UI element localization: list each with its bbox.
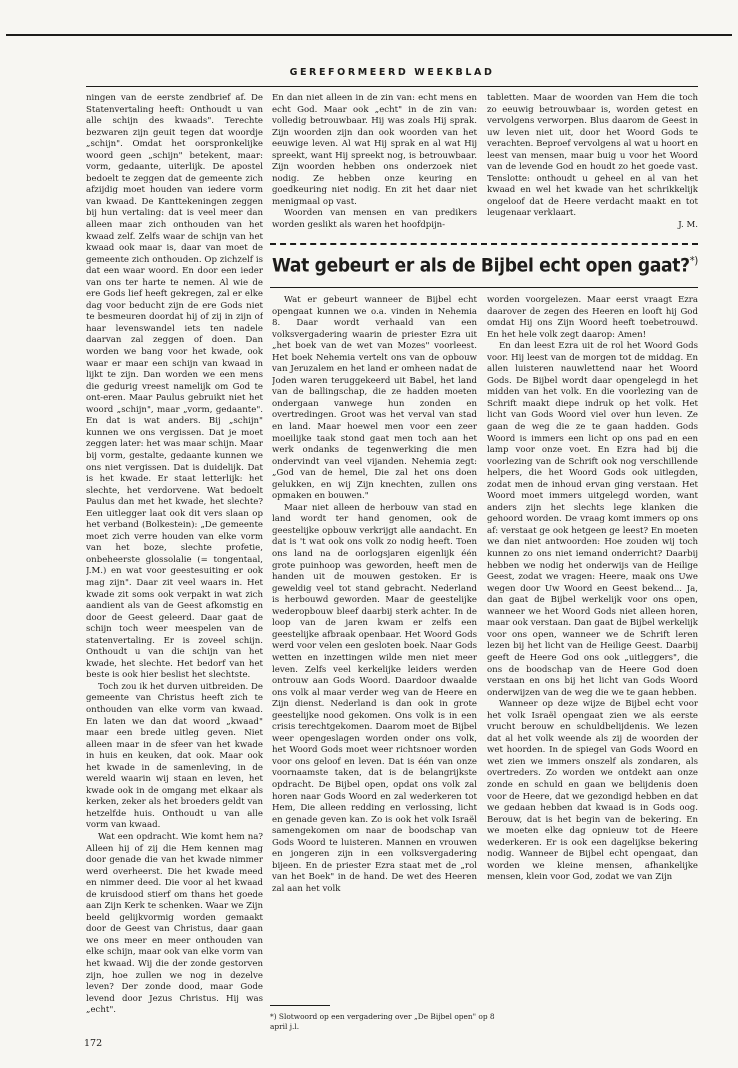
footnote: *) Slotwoord op een vergadering over „De Bijbel open" op 8 april j.l. xyxy=(270,1012,495,1031)
column-right-body xyxy=(487,295,698,1035)
paragraph: Woorden van mensen en van predikers worden geslikt als waren het hoofdpijn- xyxy=(272,208,477,231)
paragraph: Wanneer op deze wijze de Bijbel echt voor het volk Israël opengaat zien we als eerste vrucht berouw en schuldbelijdenis. We lezen dat al het volk weende als zij de woorden der wet hoorden. In de spiegel van Gods Woord en wet zien we immers onszelf als zondaren, als overtreders. Zo worden we ontdekt aan onze zonde en schuld en gaan we belijdenis doen voor de Heere, dat we gezondigd hebben en dat we gedaan hebben dat kwaad is in Gods oog. Berouw, dat is het begin van de bekering. En we moeten elke dag opnieuw tot de Heere wederkeren. Er is ook een dagelijkse bekering nodig. Wanneer de Bijbel echt opengaat, dan worden we kleine mensen, afhankelijke mensen, klein voor God, zodat we van Zijn xyxy=(487,699,698,883)
headline-rule xyxy=(270,287,698,288)
paragraph: Maar niet alleen de herbouw van stad en land wordt ter hand genomen, ook de geestelijke opbouw verkrijgt alle aandacht. En dat is 't wat ook ons volk zo nodig heeft. Toen ons land na de oorlogsjaren eigenlijk één grote puinhoop was geworden, heeft men de handen uit de mouwen gestoken. Er is geweldig veel tot stand gebracht. Nederland is herbouwd geworden. Maar de geestelijke wederopbouw bleef daarbij sterk achter. In de loop van de jaren kwam er zelfs een geestelijke afbraak openbaar. Het Woord Gods werd voor velen een gesloten boek. Naar Gods wetten en inzettingen wilde men niet meer leven. Zelfs veel kerkelijke leiders werden ontrouw aan Gods Woord. Daardoor dwaalde ons volk al maar verder weg van de Heere en Zijn dienst. Nederland is dan ook in grote geestelijke nood gekomen. Ons volk is in een crisis terechtgekomen. Daarom moet de Bijbel weer opengeslagen worden onder ons volk, het Woord Gods moet weer richtsnoer worden voor ons geloof en leven. Dat is één van onze voornaamste taken, dat is de belangrijkste opdracht. De Bijbel open, opdat ons volk zal horen naar Gods Woord en zal wederkeren tot Hem, Die alleen redding en verlossing, licht en genade geven kan. Zo is ook het volk Israël samengekomen om naar de boodschap van Gods Woord te luisteren. Mannen en vrouwen en jongeren zijn in een volksvergadering bijeen. En de priester Ezra staat met de „rol van het Boek" in de hand. De wet des Heeren zal aan het volk xyxy=(272,502,477,894)
footnote-rule xyxy=(270,1005,330,1006)
page-number: 172 xyxy=(84,1038,103,1049)
paragraph: worden voorgelezen. Maar eerst vraagt Ezra daarover de zegen des Heeren en looft hij God omdat Hij ons Zijn Woord heeft toebetrouwd. En het hele volk zegt daarop: Amen! xyxy=(487,295,698,340)
paragraph: En dan niet alleen in de zin van: echt mens en echt God. Maar ook „echt" in de zin van: volledig betrouwbaar. Hij was zoals Hij sprak. Zijn woorden zijn dan ook woorden van het eeuwige leven. Al wat Hij sprak en al wat Hij spreekt, want Hij spreekt nog, is betrouwbaar. Zijn woorden hebben ons onderzoek niet nodig. Ze hebben onze keuring en goedkeuring niet nodig. En zit het daar niet menigmaal op vast. xyxy=(272,93,477,207)
column-middle-top xyxy=(272,93,477,243)
article-headline xyxy=(272,254,702,276)
paragraph: En dan leest Ezra uit de rol het Woord Gods voor. Hij leest van de morgen tot de middag. En allen luisteren nauwlettend naar het Woord Gods. De Bijbel wordt daar opengelegd in het midden van het volk. En die voorlezing van de Schrift maakt diepe indruk op het volk. Het licht van Gods Woord viel over hun leven. Ze gaan de weg die ze te gaan hadden. Gods Woord is immers een licht op ons pad en een lamp voor onze voet. En Ezra had bij die voorlezing van de Schrift ook nog verschillende helpers, die het Woord Gods ook uitlegden, zodat men de inhoud ervan ging verstaan. Het Woord moet immers uitgelegd worden, want anders zijn het slechts lege klanken die gehoord worden. De vraag komt immers op ons af: verstaat ge ook hetgeen ge leest? En moeten we dan niet antwoorden: Hoe zouden wij toch kunnen zo ons niet iemand onderricht? Daarbij hebben we nodig het onderwijs van de Heilige Geest, zodat we vragen: Heere, maak ons Uwe wegen door Uw Woord en Geest bekend... Ja, dan gaat de Bijbel werkelijk voor ons open, wanneer we het Woord Gods niet alleen horen, maar ook verstaan. Dan gaat de Bijbel werkelijk voor ons open, wanneer we de Schrift leren lezen bij het licht van de Heilige Geest. Daarbij geeft de Heere God ons ook „uitleggers", die ons de boodschap van de Heere God doen verstaan en ons bij het licht van Gods Woord onderwijzen van de weg die we te gaan hebben. xyxy=(487,341,698,698)
masthead-rule xyxy=(86,86,698,87)
paragraph: Toch zou ik het durven uitbreiden. De gemeente van Christus heeft zich te onthouden van elke vorm van kwaad. En laten we dan dat woord „kwaad" maar een brede uitleg geven. Niet alleen maar in de sfeer van het kwade in huis en keuken, dat ook. Maar ook het kwade in de samenleving, in de wereld waarin wij staan en leven, het kwade ook in de omgang met elkaar als kerken, zeker als het broeders geldt van hetzelfde huis. Onthoudt u van alle vorm van kwaad. xyxy=(86,681,263,831)
signature-line xyxy=(487,220,698,232)
paragraph: tabletten. Maar de woorden van Hem die toch zo eeuwig betrouwbaar is, worden getest en vervolgens verworpen. Blus daarom de Geest in uw leven niet uit, door het Woord Gods te verachten. Beproef vervolgens al wat u hoort en leest van mensen, maar buig u voor het Woord van de levende God en houdt zo het goede vast. Tenslotte: onthoudt u geheel en al van het kwaad en wel het kwade van het schrikkelijk ongeloof dat de Heere verdacht maakt en tot leugenaar verklaart. xyxy=(487,93,698,219)
masthead: GEREFORMEERD WEEKBLAD xyxy=(289,67,495,78)
top-rule xyxy=(6,34,732,36)
column-left xyxy=(86,93,263,1035)
headline-text: Wat gebeurt er als de Bijbel echt open gaat? xyxy=(272,254,690,277)
paragraph: Wat er gebeurt wanneer de Bijbel echt opengaat kunnen we o.a. vinden in Nehemia 8. Daar wordt verhaald van een volksvergadering waarin de priester Ezra uit „het boek van de wet van Mozes" voorleest. Het boek Nehemia vertelt ons van de opbouw van Jeruzalem en het land er omheen nadat de Joden waren teruggekeerd uit Babel, het land van de ballingschap, die ze hadden moeten ondergaan vanwege hun zonden en overtredingen. Groot was het verval van stad en land. Maar hoewel men voor een zeer moeilijke taak stond gaat men toch aan het werk ondanks de tegenwerking die men ondervindt van veel vijanden. Nehemia zegt: „God van de hemel, Die zal het ons doen gelukken, en wij Zijn knechten, zullen ons opmaken en bouwen." xyxy=(272,295,477,502)
section-divider xyxy=(270,243,698,245)
footnote-mark: *) xyxy=(689,254,698,267)
paragraph: ningen van de eerste zendbrief af. De Statenvertaling heeft: Onthoudt u van alle schijn des kwaads". Terechte bezwaren zijn geuit tegen dat woordje „schijn". Omdat het oorspronkelijke woord geen „schijn" betekent, maar: vorm, gedaante, uiterlijk. De apostel bedoelt te zeggen dat de gemeente zich afzijdig moet houden van iedere vorm van kwaad. De Kanttekeningen zeggen bij hun vertaling: dat is veel meer dan alleen maar zich onthouden van het kwaad zelf. Zelfs waar de schijn van het kwaad ook maar is, daar van moet de gemeente zich onthouden. Op zichzelf is dat een waar woord. En door een ieder van ons ter harte te nemen. Al wie de ere Gods lief heeft gekregen, zal er elke dag voor beducht zijn de ere Gods niet te besmeuren doordat hij of zij in zijn of haar levenswandel iets ten nadele daarvan zal zeggen of doen. Dan worden we bang voor het kwade, ook waar er maar een schijn van kwaad in lijkt te zijn. Dan worden we een mens die gedurig vreest namelijk om God te ont-eren. Maar Paulus gebruikt niet het woord „schijn", maar „vorm, gedaante". En dat is wat anders. Bij „schijn" kunnen we ons vergissen. Dat je moet zeggen later: het was maar schijn. Maar bij vorm, gestalte, gedaante kunnen we ons niet vergissen. Dat is duidelijk. Dat is het kwade. Er staat letterlijk: het slechte, het verdorvene. Wat bedoelt Paulus dan met het kwade, het slechte? Een uitlegger laat ook dit vers slaan op het verband (Bolkestein): „De gemeente moet zich verre houden van elke vorm van het boze, slechte profetie, onbeheerste glossolalie (= tongentaal, J.M.) en wat voor geestesuiting er ook mag zijn". Daar zit veel waars in. Het kwade zit soms ook verpakt in wat zich aandient als van de Geest afkomstig en door de Geest geleerd. Daar gaat de schijn toch weer meespelen van de statenvertaling. Er is zoveel schijn. Onthoudt u van die schijn van het kwade, het slechte. Het bedorf van het beste is ook hier beslist het slechtste. xyxy=(86,93,263,681)
column-right-top xyxy=(487,93,698,243)
column-middle-body xyxy=(272,295,477,1000)
signature: J. M. xyxy=(678,220,698,231)
paragraph: Wat een opdracht. Wie komt hem na? Alleen hij of zij die Hem kennen mag door genade die van het kwade nimmer werd overheerst. Die het kwade meed en nimmer deed. Die voor al het kwaad de kruisdood stierf om thans het goede aan Zijn Kerk te schenken. Waar we Zijn beeld gelijkvormig worden gemaakt door de Geest van Christus, daar gaan we ons meer en meer onthouden van elke schijn, maar ook van elke vorm van het kwaad. Wij die der zonde gestorven zijn, hoe zullen we nog in dezelve leven? Der zonde dood, maar Gode levend door Jezus Christus. Hij was „echt". xyxy=(86,832,263,1016)
